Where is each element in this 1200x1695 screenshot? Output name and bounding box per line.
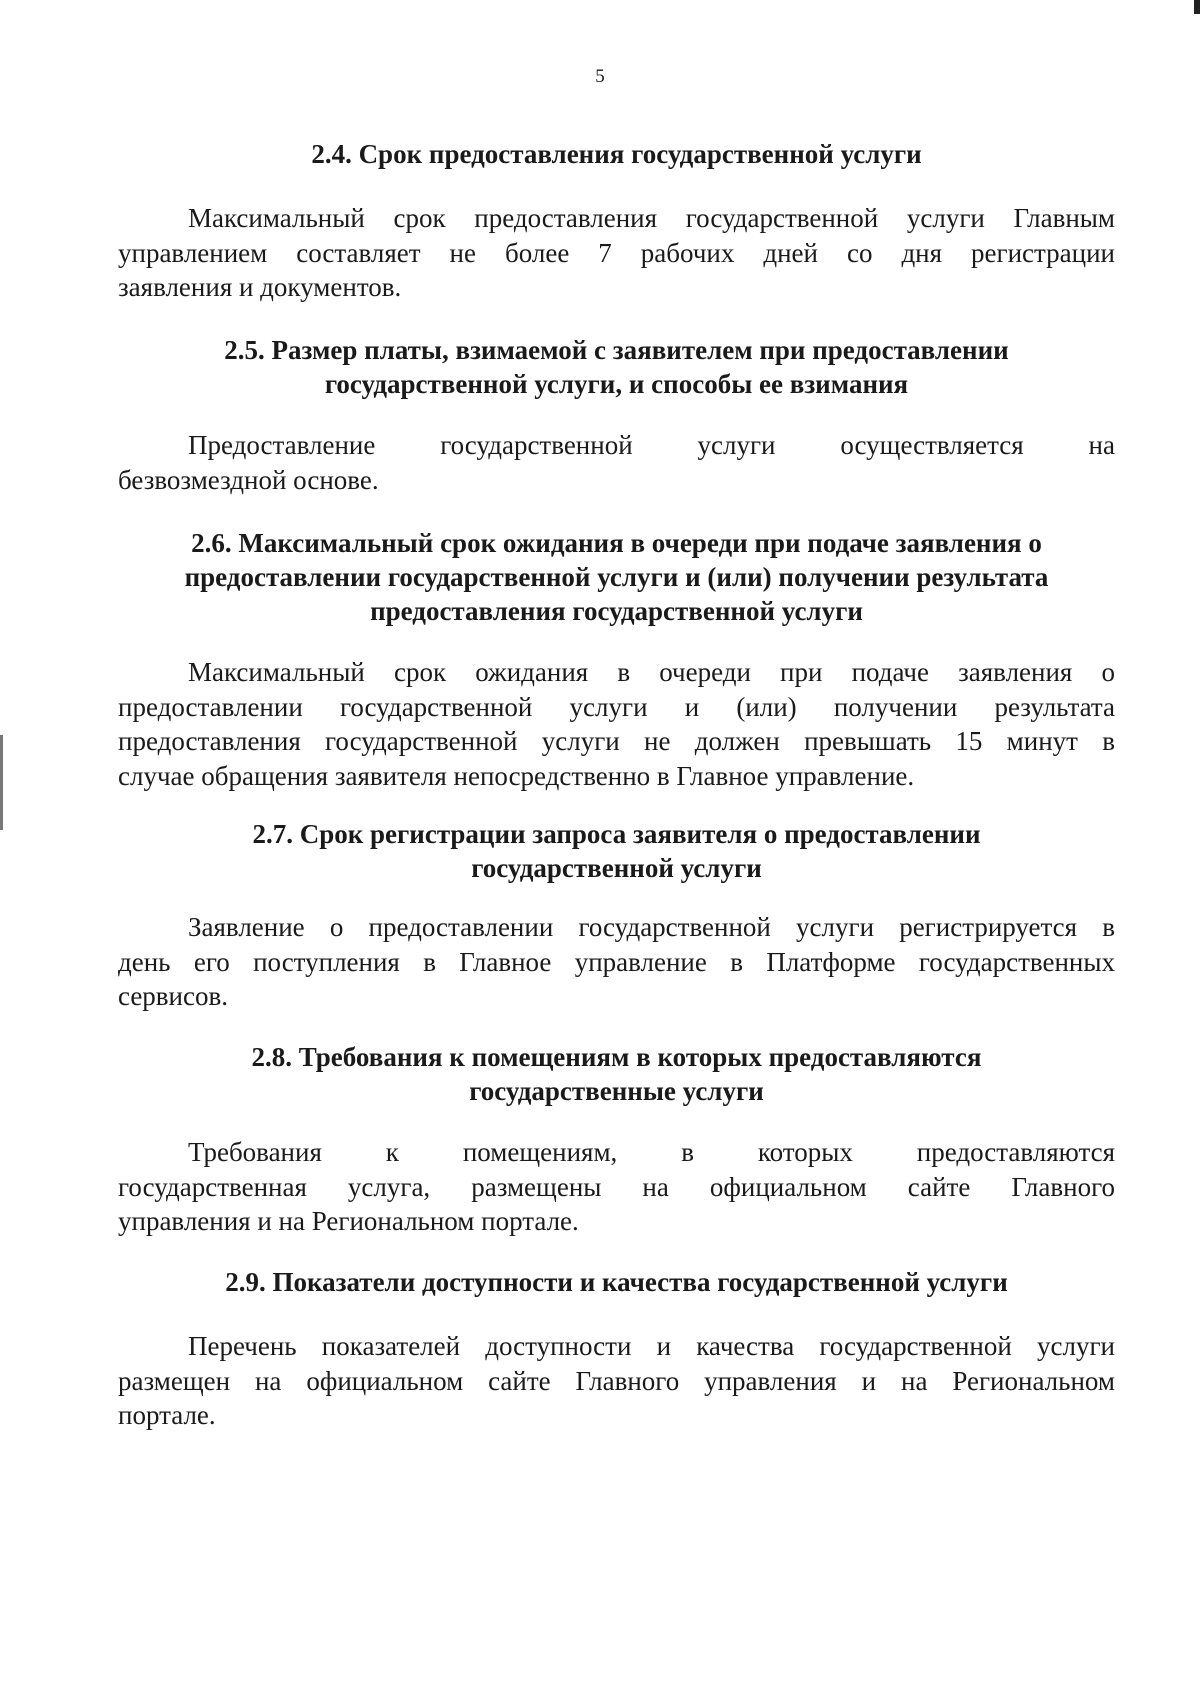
section-heading-2-6 (118, 526, 1115, 628)
section-heading-2-4 (118, 137, 1115, 171)
paragraph-line: портале. (118, 1400, 216, 1430)
paragraph-line: Максимальный срок ожидания в очереди при подаче заявления о (188, 657, 1115, 687)
section-text-2-7 (118, 910, 1115, 1014)
section-heading-2-9 (118, 1265, 1115, 1299)
heading-line: предоставления государственной услуги (370, 596, 863, 626)
heading-line: 2.8. Требования к помещениям в которых предоставляются (251, 1042, 982, 1072)
scan-edge-mark (1194, 0, 1200, 14)
paragraph-line: день его поступления в Главное управление в Платформе государственных (118, 946, 1115, 977)
section-text-2-4 (118, 201, 1115, 305)
paragraph-line: Заявление о предоставлении государственной услуги регистрируется в (188, 912, 1115, 942)
heading-line: 2.5. Размер платы, взимаемой с заявителем при предоставлении (224, 335, 1009, 365)
section-heading-2-8 (118, 1040, 1115, 1108)
section-text-2-5 (118, 428, 1115, 497)
paragraph-line: размещен на официальном сайте Главного управления и на Региональном (118, 1365, 1115, 1396)
paragraph-line: предоставлении государственной услуги и (или) получении результата (118, 691, 1115, 722)
heading-line: 2.6. Максимальный срок ожидания в очереди при подаче заявления о (191, 528, 1042, 558)
paragraph-line: предоставления государственной услуги не должен превышать 15 минут в (118, 726, 1115, 756)
section-text-2-6 (118, 655, 1115, 793)
section-text-2-9 (118, 1329, 1115, 1433)
scan-edge-mark (0, 735, 3, 830)
heading-line: государственной услуги, и способы ее взимания (324, 369, 909, 399)
heading-line: 2.9. Показатели доступности и качества государственной услуги (225, 1267, 1008, 1297)
paragraph-line: Максимальный срок предоставления государственной услуги Главным (188, 203, 1115, 233)
paragraph-line: Перечень показателей доступности и качества государственной услуги (188, 1331, 1115, 1361)
paragraph-line: случае обращения заявителя непосредственно в Главное управление. (118, 760, 915, 791)
paragraph-line: управления и на Региональном портале. (118, 1206, 579, 1236)
heading-line: 2.7. Срок регистрации запроса заявителя о предоставлении (252, 819, 981, 849)
paragraph-line: государственная услуга, размещены на официальном сайте Главного (118, 1171, 1115, 1202)
heading-line: государственной услуги (471, 853, 762, 883)
section-text-2-8 (118, 1135, 1115, 1239)
paragraph-line: Предоставление государственной услуги осуществляется на (188, 430, 1115, 460)
section-heading-2-7 (118, 817, 1115, 885)
paragraph-line: Требования к помещениям, в которых предоставляются (188, 1137, 1115, 1167)
page-number: 5 (595, 66, 605, 87)
paragraph-line: безвозмездной основе. (118, 464, 379, 495)
heading-line: 2.4. Срок предоставления государственной услуги (311, 139, 922, 169)
heading-line: предоставлении государственной услуги и (или) получении результата (184, 562, 1049, 592)
paragraph-line: сервисов. (118, 981, 228, 1011)
section-heading-2-5 (118, 333, 1115, 401)
paragraph-line: заявления и документов. (118, 272, 402, 302)
heading-line: государственные услуги (469, 1076, 764, 1106)
paragraph-line: управлением составляет не более 7 рабочих дней со дня регистрации (118, 237, 1115, 268)
